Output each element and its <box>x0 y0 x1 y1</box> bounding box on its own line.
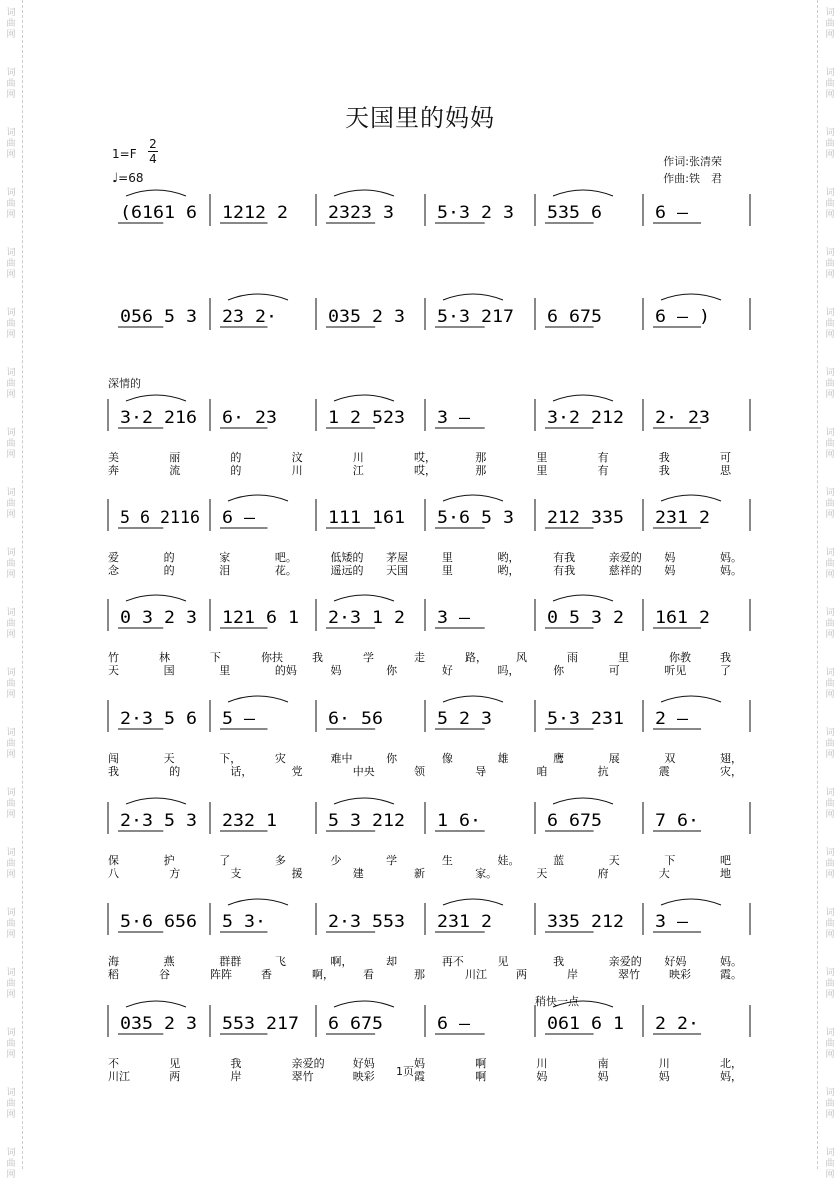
lyric-verse-2: 中央 <box>352 765 375 778</box>
lyric-verse-2: 啊， <box>312 968 334 981</box>
lyric-verse-2: 岸 <box>567 968 578 981</box>
lyric-verse-2: 大 <box>658 867 670 880</box>
lyric-verse-2: 香 <box>261 968 272 981</box>
watermark-glyphs: 词 曲 网 <box>6 908 16 940</box>
measure-notes: 121 6 1 <box>222 608 299 628</box>
lyric-verse-2: 的 <box>169 765 181 778</box>
watermark-glyphs: 词 曲 网 <box>825 188 835 220</box>
lyric-verse-1: 丽 <box>169 451 181 464</box>
watermark-glyphs: 词 曲 网 <box>825 848 835 880</box>
lyric-verse-1: 北， <box>720 1057 742 1070</box>
measure-notes: 5 – <box>222 709 256 729</box>
lyric-verse-2: 看 <box>363 968 374 981</box>
lyric-verse-2: 两 <box>516 968 527 981</box>
watermark-glyphs: 词 曲 网 <box>825 1028 835 1060</box>
lyric-verse-2: 妈 <box>330 664 342 677</box>
tempo-value: =68 <box>118 171 144 185</box>
quarter-note-icon: ♩ <box>112 171 119 186</box>
expression-mark-2: 稍快一点 <box>535 995 579 1008</box>
key-signature: 1=F <box>112 147 137 161</box>
lyric-verse-1: 南 <box>597 1057 609 1070</box>
lyric-verse-2: 川江 <box>108 1070 130 1083</box>
lyric-verse-2: 哟， <box>497 564 520 577</box>
slur-arc <box>661 294 721 300</box>
lyric-verse-2: 翠竹 <box>291 1070 314 1083</box>
watermark-glyphs: 词 曲 网 <box>825 68 835 100</box>
slur-arc <box>443 294 503 300</box>
watermark-glyphs: 词 曲 网 <box>825 8 835 40</box>
lyric-verse-2: 川江 <box>465 968 487 981</box>
slur-arc <box>334 798 394 804</box>
lyric-verse-1: 啊 <box>475 1057 487 1070</box>
slur-arc <box>443 495 503 501</box>
lyric-verse-2: 里 <box>536 464 548 477</box>
lyric-verse-2: 了 <box>720 664 731 677</box>
measure-notes: 056 5 3 <box>120 307 197 327</box>
measure-notes: 5 3 212 <box>328 811 405 831</box>
lyric-verse-2: 你 <box>386 664 398 677</box>
lyric-verse-1: 竹 <box>108 651 119 664</box>
lyric-verse-1: 见 <box>497 955 509 968</box>
watermark-glyphs: 词 曲 网 <box>6 308 16 340</box>
watermark-glyphs: 词 曲 网 <box>825 728 835 760</box>
lyric-verse-1: 多 <box>274 854 286 867</box>
lyric-verse-2: 天 <box>108 664 119 677</box>
watermark-glyphs: 词 曲 网 <box>825 128 835 160</box>
watermark-glyphs: 词 曲 网 <box>825 1088 835 1120</box>
lyric-verse-2: 有我 <box>553 564 576 577</box>
lyric-verse-1: 风 <box>516 651 527 664</box>
measure-notes: 3·2 216 <box>120 408 197 428</box>
watermark-glyphs: 词 曲 网 <box>6 1028 16 1060</box>
lyric-verse-1: 蓝 <box>553 854 565 867</box>
measure-notes: 231 2 <box>655 508 710 528</box>
slur-arc <box>228 696 288 702</box>
lyric-verse-1: 我 <box>230 1057 242 1070</box>
lyric-verse-1: 里 <box>536 451 548 464</box>
watermark-glyphs: 词 曲 网 <box>6 548 16 580</box>
lyric-verse-1: 见 <box>169 1057 181 1070</box>
lyric-verse-2: 有 <box>597 464 609 477</box>
lyric-verse-2: 谷 <box>159 968 170 981</box>
measure-notes: 335 212 <box>547 912 624 932</box>
slur-arc <box>334 190 394 196</box>
lyric-verse-2: 的妈 <box>274 664 297 677</box>
lyric-verse-1: 妈。 <box>720 551 742 564</box>
lyric-verse-2: 那 <box>414 968 425 981</box>
lyric-verse-1: 雄 <box>497 752 509 765</box>
slur-arc <box>126 595 186 601</box>
lyric-verse-1: 展 <box>608 752 620 765</box>
measure-notes: 6 – ) <box>655 307 710 327</box>
composer: 作曲:铁 君 <box>663 172 722 185</box>
slur-arc <box>126 798 186 804</box>
watermark-glyphs: 词 曲 网 <box>6 248 16 280</box>
lyric-verse-1: 翅， <box>720 752 742 765</box>
lyric-verse-2: 奔 <box>108 464 119 477</box>
lyric-verse-1: 闯 <box>108 752 119 765</box>
lyric-verse-2: 流 <box>169 464 181 477</box>
slur-arc <box>553 595 613 601</box>
lyric-verse-1: 学 <box>386 854 398 867</box>
lyric-verse-1: 鹰 <box>553 752 565 765</box>
lyric-verse-2: 啊 <box>475 1070 487 1083</box>
lyric-verse-1: 天 <box>163 752 175 765</box>
lyric-verse-1: 那 <box>475 451 487 464</box>
lyric-verse-2: 吗， <box>497 664 520 677</box>
time-sig-bottom: 4 <box>149 152 157 166</box>
lyric-verse-1: 吧。 <box>274 551 297 564</box>
slur-arc <box>443 899 503 905</box>
page-number: 1页 <box>396 1065 414 1078</box>
lyric-verse-1: 吧 <box>720 854 731 867</box>
lyric-verse-1: 飞 <box>274 955 286 968</box>
lyric-verse-1: 生 <box>441 854 453 867</box>
measure-notes: 061 6 1 <box>547 1014 624 1034</box>
watermark-glyphs: 词 曲 网 <box>6 848 16 880</box>
watermark-glyphs: 词 曲 网 <box>6 668 16 700</box>
measure-notes: 3 – <box>655 912 689 932</box>
lyric-verse-2: 好 <box>441 664 453 677</box>
lyric-verse-2: 震 <box>658 765 670 778</box>
lyric-verse-1: 川 <box>352 451 364 464</box>
expression-mark-1: 深情的 <box>108 377 141 390</box>
lyric-verse-1: 亲爱的 <box>608 551 642 564</box>
slur-arc <box>228 495 288 501</box>
measure-notes: 5·6 5 3 <box>437 508 514 528</box>
lyric-verse-1: 亲爱的 <box>291 1057 325 1070</box>
lyric-verse-2: 念 <box>108 564 119 577</box>
lyric-verse-1: 啊， <box>330 955 353 968</box>
lyric-verse-2: 映彩 <box>669 968 691 981</box>
slur-arc <box>661 696 721 702</box>
measure-notes: 6 675 <box>328 1014 383 1034</box>
measure-notes: 3 – <box>437 408 471 428</box>
measure-notes: 231 2 <box>437 912 492 932</box>
lyric-verse-1: 我 <box>658 451 670 464</box>
slur-arc <box>334 395 394 401</box>
lyric-verse-2: 里 <box>441 564 453 577</box>
measure-notes: 111 161 <box>328 508 405 528</box>
lyric-verse-2: 那 <box>475 464 487 477</box>
lyric-verse-1: 哎， <box>414 451 436 464</box>
measure-notes: 2·3 5 6 <box>120 709 197 729</box>
measure-notes: 553 217 <box>222 1014 299 1034</box>
watermark-glyphs: 词 曲 网 <box>6 608 16 640</box>
lyric-verse-2: 妈。 <box>720 564 742 577</box>
watermark-glyphs: 词 曲 网 <box>6 488 16 520</box>
lyric-verse-2: 妈 <box>597 1070 609 1083</box>
measure-notes: 5 6 2116 <box>120 508 200 528</box>
measure-notes: 6 – <box>222 508 256 528</box>
lyric-verse-1: 不 <box>108 1057 119 1070</box>
lyric-verse-1: 亲爱的 <box>608 955 642 968</box>
lyric-verse-2: 国 <box>163 664 175 677</box>
lyric-verse-2: 花。 <box>274 564 297 577</box>
lyric-verse-1: 天 <box>608 854 620 867</box>
watermark-glyphs: 词 曲 网 <box>6 1088 16 1120</box>
lyric-verse-1: 好妈 <box>664 955 687 968</box>
lyric-verse-1: 你 <box>386 752 398 765</box>
lyric-verse-2: 天 <box>536 867 548 880</box>
lyric-verse-1: 里 <box>618 651 629 664</box>
measure-notes: 2323 3 <box>328 203 394 223</box>
lyric-verse-1: 妈 <box>664 551 676 564</box>
slur-arc <box>126 395 186 401</box>
lyric-verse-1: 哟， <box>497 551 520 564</box>
lyric-verse-2: 可 <box>608 664 620 677</box>
lyric-verse-2: 遥远的 <box>330 564 364 577</box>
slur-arc <box>661 899 721 905</box>
watermark-glyphs: 词 曲 网 <box>825 308 835 340</box>
lyric-verse-1: 你扶 <box>261 651 283 664</box>
lyric-verse-1: 林 <box>159 651 170 664</box>
measure-notes: 035 2 3 <box>120 1014 197 1034</box>
watermark-glyphs: 词 曲 网 <box>6 1148 16 1180</box>
lyric-verse-1: 却 <box>386 955 398 968</box>
measure-notes: 6 – <box>437 1014 471 1034</box>
lyric-verse-2: 阵阵 <box>210 968 232 981</box>
lyric-verse-2: 里 <box>219 664 231 677</box>
lyric-verse-1: 妈。 <box>720 955 742 968</box>
lyric-verse-2: 的 <box>163 564 175 577</box>
lyric-verse-2: 新 <box>414 867 425 880</box>
lyric-verse-1: 下， <box>219 752 242 765</box>
lyricist: 作词:张清荣 <box>663 155 722 168</box>
lyric-verse-2: 支 <box>230 867 242 880</box>
measure-notes: 23 2· <box>222 307 277 327</box>
lyric-verse-2: 天国 <box>386 564 409 577</box>
measure-notes: 2·3 1 2 <box>328 608 405 628</box>
measure-notes: 2·3 553 <box>328 912 405 932</box>
lyric-verse-2: 川 <box>291 464 303 477</box>
measure-notes: 5·6 656 <box>120 912 197 932</box>
lyric-verse-2: 映彩 <box>352 1070 375 1083</box>
lyric-verse-2: 稻 <box>108 968 119 981</box>
watermark-glyphs: 词 曲 网 <box>825 1148 835 1180</box>
lyric-verse-1: 娃。 <box>497 854 520 867</box>
measure-notes: 232 1 <box>222 811 277 831</box>
lyric-verse-1: 爱 <box>108 551 119 564</box>
lyric-verse-2: 霞 <box>414 1070 425 1083</box>
lyric-verse-1: 家 <box>219 551 231 564</box>
lyric-verse-2: 导 <box>475 765 487 778</box>
measure-notes: 0 3 2 3 <box>120 608 197 628</box>
lyric-verse-1: 雨 <box>567 651 578 664</box>
slur-arc <box>334 1001 394 1007</box>
lyric-verse-2: 江 <box>352 464 364 477</box>
lyric-verse-2: 泪 <box>219 564 231 577</box>
slur-arc <box>553 798 613 804</box>
lyric-verse-2: 妈 <box>664 564 676 577</box>
measure-notes: 5·3 231 <box>547 709 624 729</box>
watermark-glyphs: 词 曲 网 <box>825 368 835 400</box>
lyric-verse-1: 双 <box>664 752 676 765</box>
lyric-verse-1: 群群 <box>219 955 242 968</box>
lyric-verse-2: 我 <box>658 464 670 477</box>
lyric-verse-1: 里 <box>441 551 453 564</box>
watermark-glyphs: 词 曲 网 <box>825 608 835 640</box>
lyric-verse-2: 家。 <box>475 867 498 880</box>
lyric-verse-1: 灾 <box>274 752 286 765</box>
lyric-verse-1: 难中 <box>330 752 353 765</box>
watermark-glyphs: 词 曲 网 <box>6 368 16 400</box>
lyric-verse-1: 我 <box>553 955 565 968</box>
measure-notes: 6· 23 <box>222 408 277 428</box>
lyric-verse-2: 党 <box>291 765 303 778</box>
watermark-glyphs: 词 曲 网 <box>6 788 16 820</box>
measure-notes: 5 3· <box>222 912 266 932</box>
measure-notes: 1 6· <box>437 811 481 831</box>
lyric-verse-2: 方 <box>169 867 181 880</box>
lyric-verse-2: 府 <box>597 867 609 880</box>
lyric-verse-2: 两 <box>169 1070 181 1083</box>
lyric-verse-1: 像 <box>441 752 453 765</box>
watermark-glyphs: 词 曲 网 <box>825 788 835 820</box>
watermark-glyphs: 词 曲 网 <box>6 728 16 760</box>
measure-notes: 5 2 3 <box>437 709 492 729</box>
watermark-glyphs: 词 曲 网 <box>825 668 835 700</box>
measure-notes: 535 6 <box>547 203 602 223</box>
slur-arc <box>228 899 288 905</box>
slur-arc <box>661 495 721 501</box>
lyric-verse-2: 妈 <box>536 1070 548 1083</box>
watermark-glyphs: 词 曲 网 <box>825 908 835 940</box>
lyric-verse-2: 话， <box>230 765 253 778</box>
slur-arc <box>334 595 394 601</box>
lyric-verse-1: 学 <box>363 651 374 664</box>
song-title: 天国里的妈妈 <box>345 104 495 132</box>
measure-notes: 0 5 3 2 <box>547 608 624 628</box>
measure-notes: 2 – <box>655 709 689 729</box>
lyric-verse-1: 茅屋 <box>386 551 409 564</box>
watermark-glyphs: 词 曲 网 <box>825 488 835 520</box>
lyric-verse-1: 有我 <box>553 551 576 564</box>
watermark-glyphs: 词 曲 网 <box>6 968 16 1000</box>
watermark-glyphs: 词 曲 网 <box>6 188 16 220</box>
lyric-verse-1: 美 <box>108 451 119 464</box>
lyric-verse-2: 岸 <box>230 1070 242 1083</box>
lyric-verse-1: 可 <box>720 451 731 464</box>
lyric-verse-1: 的 <box>163 551 175 564</box>
watermark-glyphs: 词 曲 网 <box>6 428 16 460</box>
lyric-verse-2: 我 <box>108 765 119 778</box>
lyric-verse-2: 的 <box>230 464 242 477</box>
measure-notes: 5·3 2 3 <box>437 203 514 223</box>
lyric-verse-1: 我 <box>720 651 731 664</box>
lyric-verse-2: 八 <box>108 867 119 880</box>
slur-arc <box>553 395 613 401</box>
lyric-verse-1: 路， <box>465 651 487 664</box>
lyric-verse-2: 妈， <box>720 1070 742 1083</box>
lyric-verse-1: 下 <box>210 651 221 664</box>
lyric-verse-1: 汶 <box>291 451 303 464</box>
lyric-verse-1: 走 <box>414 651 425 664</box>
measure-notes: 6· 56 <box>328 709 383 729</box>
lyric-verse-2: 咱 <box>536 765 548 778</box>
lyric-verse-2: 思 <box>720 464 731 477</box>
lyric-verse-2: 建 <box>352 867 364 880</box>
lyric-verse-2: 援 <box>291 867 303 880</box>
lyric-verse-1: 少 <box>330 854 342 867</box>
lyric-verse-2: 霞。 <box>720 968 742 981</box>
watermark-glyphs: 词 曲 网 <box>825 428 835 460</box>
lyric-verse-1: 了 <box>219 854 231 867</box>
measure-notes: 2 2· <box>655 1014 699 1034</box>
lyric-verse-2: 慈祥的 <box>608 564 642 577</box>
measure-notes: 6 – <box>655 203 689 223</box>
lyric-verse-2: 地 <box>720 867 731 880</box>
lyric-verse-2: 翠竹 <box>618 968 640 981</box>
time-sig-top: 2 <box>149 137 157 151</box>
watermark-glyphs: 词 曲 网 <box>825 248 835 280</box>
lyric-verse-1: 护 <box>163 854 175 867</box>
lyric-verse-1: 海 <box>108 955 119 968</box>
measure-notes: 3·2 212 <box>547 408 624 428</box>
lyric-verse-1: 川 <box>658 1057 670 1070</box>
measure-notes: 1 2 523 <box>328 408 405 428</box>
watermark-glyphs: 词 曲 网 <box>6 8 16 40</box>
lyric-verse-2: 抗 <box>597 765 609 778</box>
watermark-glyphs: 词 曲 网 <box>825 968 835 1000</box>
measure-notes: 2· 23 <box>655 408 710 428</box>
measure-notes: 6 675 <box>547 307 602 327</box>
measure-notes: 035 2 3 <box>328 307 405 327</box>
lyric-verse-1: 再不 <box>441 955 464 968</box>
measure-notes: 6 675 <box>547 811 602 831</box>
lyric-verse-1: 川 <box>536 1057 548 1070</box>
lyric-verse-1: 下 <box>664 854 676 867</box>
lyric-verse-1: 好妈 <box>352 1057 375 1070</box>
lyric-verse-1: 妈 <box>414 1057 425 1070</box>
measure-notes: 3 – <box>437 608 471 628</box>
lyric-verse-1: 保 <box>108 854 119 867</box>
lyric-verse-2: 你 <box>553 664 565 677</box>
measure-notes: 1212 2 <box>222 203 288 223</box>
slur-arc <box>228 294 288 300</box>
watermark-glyphs: 词 曲 网 <box>6 128 16 160</box>
lyric-verse-1: 你教 <box>669 651 691 664</box>
watermark-glyphs: 词 曲 网 <box>6 68 16 100</box>
measure-notes: 161 2 <box>655 608 710 628</box>
slur-arc <box>443 696 503 702</box>
slur-arc <box>553 190 613 196</box>
measure-notes: 7 6· <box>655 811 699 831</box>
lyric-verse-1: 的 <box>230 451 242 464</box>
slur-arc <box>126 190 186 196</box>
watermark-glyphs: 词 曲 网 <box>825 548 835 580</box>
lyric-verse-1: 有 <box>597 451 609 464</box>
slur-arc <box>553 1001 613 1007</box>
lyric-verse-2: 妈 <box>658 1070 670 1083</box>
lyric-verse-2: 灾， <box>720 765 742 778</box>
lyric-verse-1: 低矮的 <box>330 551 364 564</box>
lyric-verse-2: 哎， <box>414 464 436 477</box>
measure-notes: 212 335 <box>547 508 624 528</box>
measure-notes: 2·3 5 3 <box>120 811 197 831</box>
lyric-verse-2: 领 <box>414 765 425 778</box>
slur-arc <box>126 1001 186 1007</box>
measure-notes: (6161 6 <box>120 203 197 223</box>
lyric-verse-2: 听见 <box>664 664 687 677</box>
measure-notes: 5·3 217 <box>437 307 514 327</box>
lyric-verse-1: 我 <box>312 651 323 664</box>
lyric-verse-1: 燕 <box>163 955 175 968</box>
